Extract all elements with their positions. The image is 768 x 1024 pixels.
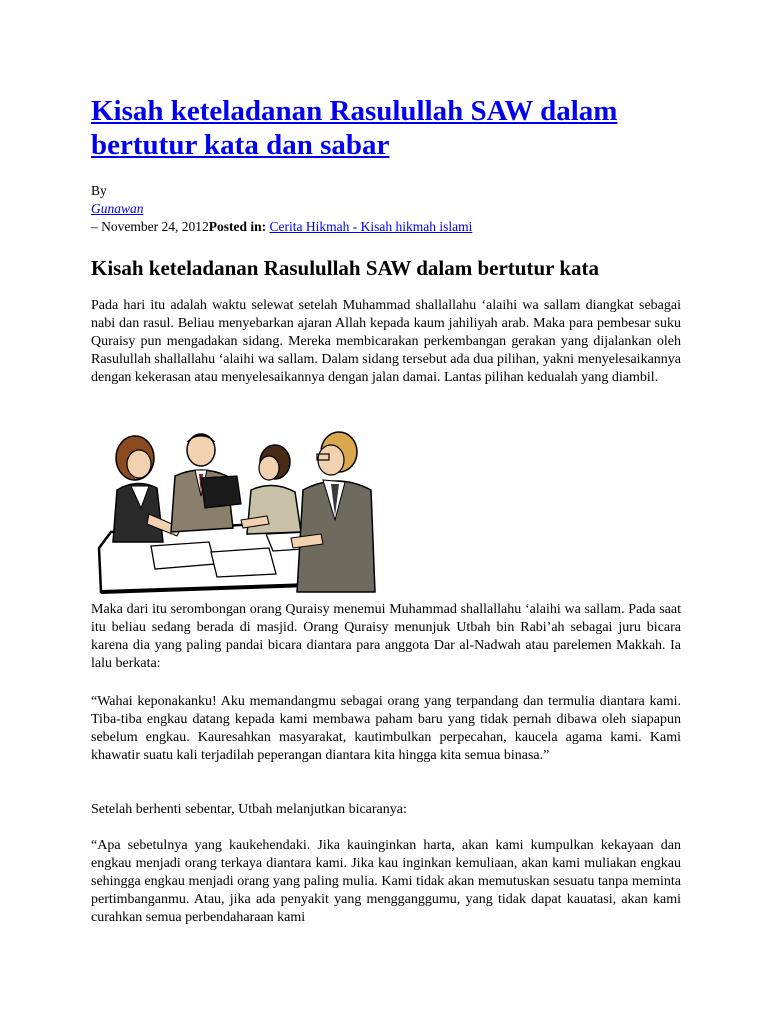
post-info bbox=[91, 218, 681, 236]
meeting-illustration bbox=[91, 424, 376, 594]
post-date: – November 24, 2012 bbox=[91, 219, 209, 234]
paragraph-1: Pada hari itu adalah waktu selewat setelah Muhammad shallallahu ‘alaihi wa sallam diangkat sebagai nabi dan rasul. Beliau menyebarkan ajaran Allah kepada kaum jahiliyah arab. Maka para pembesar suku Quraisy pun mengadakan sidang. Mereka membicarakan perkembangan gerakan yang dijalankan oleh Rasulullah shallallahu ‘alaihi wa sallam. Dalam sidang tersebut ada dua pilihan, yakni menyelesaikannya dengan kekerasan atau menyelesaikannya dengan jalan damai. Lantas pilihan kedualah yang diambil. bbox=[91, 298, 681, 385]
byline-prefix: By bbox=[91, 183, 107, 198]
paragraph-4: Setelah berhenti sebentar, Utbah melanjutkan bicaranya: bbox=[91, 802, 407, 817]
posted-in-label: Posted in: bbox=[208, 219, 267, 234]
section-heading: Kisah keteladanan Rasulullah SAW dalam bertutur kata bbox=[91, 256, 600, 280]
article-title-link[interactable]: Kisah keteladanan Rasulullah SAW dalam bertutur kata dan sabar bbox=[91, 95, 618, 161]
category-link[interactable]: Cerita Hikmah - Kisah hikmah islami bbox=[269, 219, 473, 234]
paragraph-2: Maka dari itu serombongan orang Quraisy menemui Muhammad shallallahu ‘alaihi wa sallam. Pada saat itu beliau sedang berada di masjid. Orang Quraisy menunjuk Utbah bin Rabi’ah sebagai juru bicara karena dia yang paling pandai bicara diantara para anggota Dar al-Nadwah atau parelemen Makkah. Ia lalu berkata: bbox=[91, 602, 681, 671]
author-link[interactable]: Gunawan bbox=[91, 201, 144, 216]
article-meta bbox=[91, 182, 681, 236]
paragraph-5: “Apa sebetulnya yang kaukehendaki. Jika kauinginkan harta, akan kami kumpulkan kekayaan dan engkau menjadi orang terkaya diantara kami. Jika kau inginkan kemuliaan, akan kami muliakan engkau sehingga engkau menjadi orang yang paling mulia. Kami tidak akan memutuskan sesuatu tanpa meminta pertimbanganmu. Atau, jika ada penyakit yang mengganggumu, yang tidak dapat kauatasi, akan kami curahkan semua perbendaharaan kami bbox=[91, 838, 681, 925]
paragraph-3: “Wahai keponakanku! Aku memandangmu sebagai orang yang terpandang dan termulia diantara kami. Tiba-tiba engkau datang kepada kami membawa paham baru yang tidak pernah dibawa oleh siapapun sebelum engkau. Kauresahkan masyarakat, kautimbulkan perpecahan, kaucela agama kami. Kami khawatir suatu kali terjadilah peperangan diantara kita hingga kita semua binasa.” bbox=[91, 694, 681, 763]
